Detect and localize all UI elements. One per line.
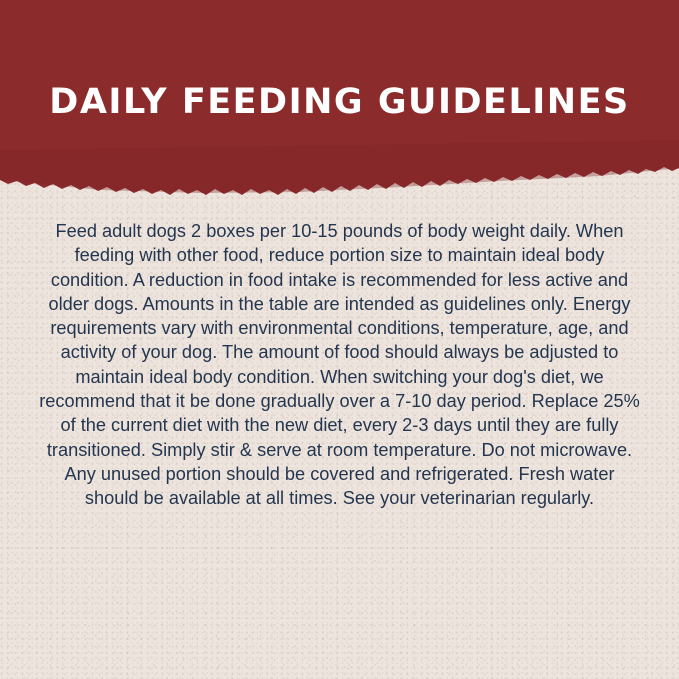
- page-title: DAILY FEEDING GUIDELINES: [49, 82, 630, 122]
- header-band: [0, 0, 679, 200]
- feeding-instructions-text: Feed adult dogs 2 boxes per 10-15 pounds of body weight daily. When feeding with other food, reduce portion size to maintain ideal body condition. A reduction in food intake is recommended for less active and older dogs. Amounts in the table are intended as guidelines only. Energy requirements vary with environmental conditions, temperature, age, and activity of your dog. The amount of food should always be adjusted to maintain ideal body condition. When switching your dog's diet, we recommend that it be done gradually over a 7-10 day period. Replace 25% of the current diet with the new diet, every 2-3 days until they are fully transitioned. Simply stir & serve at room temperature. Do not microwave. Any unused portion should be covered and refrigerated. Fresh water should be available at all times. See your veterinarian regularly.: [39, 221, 640, 509]
